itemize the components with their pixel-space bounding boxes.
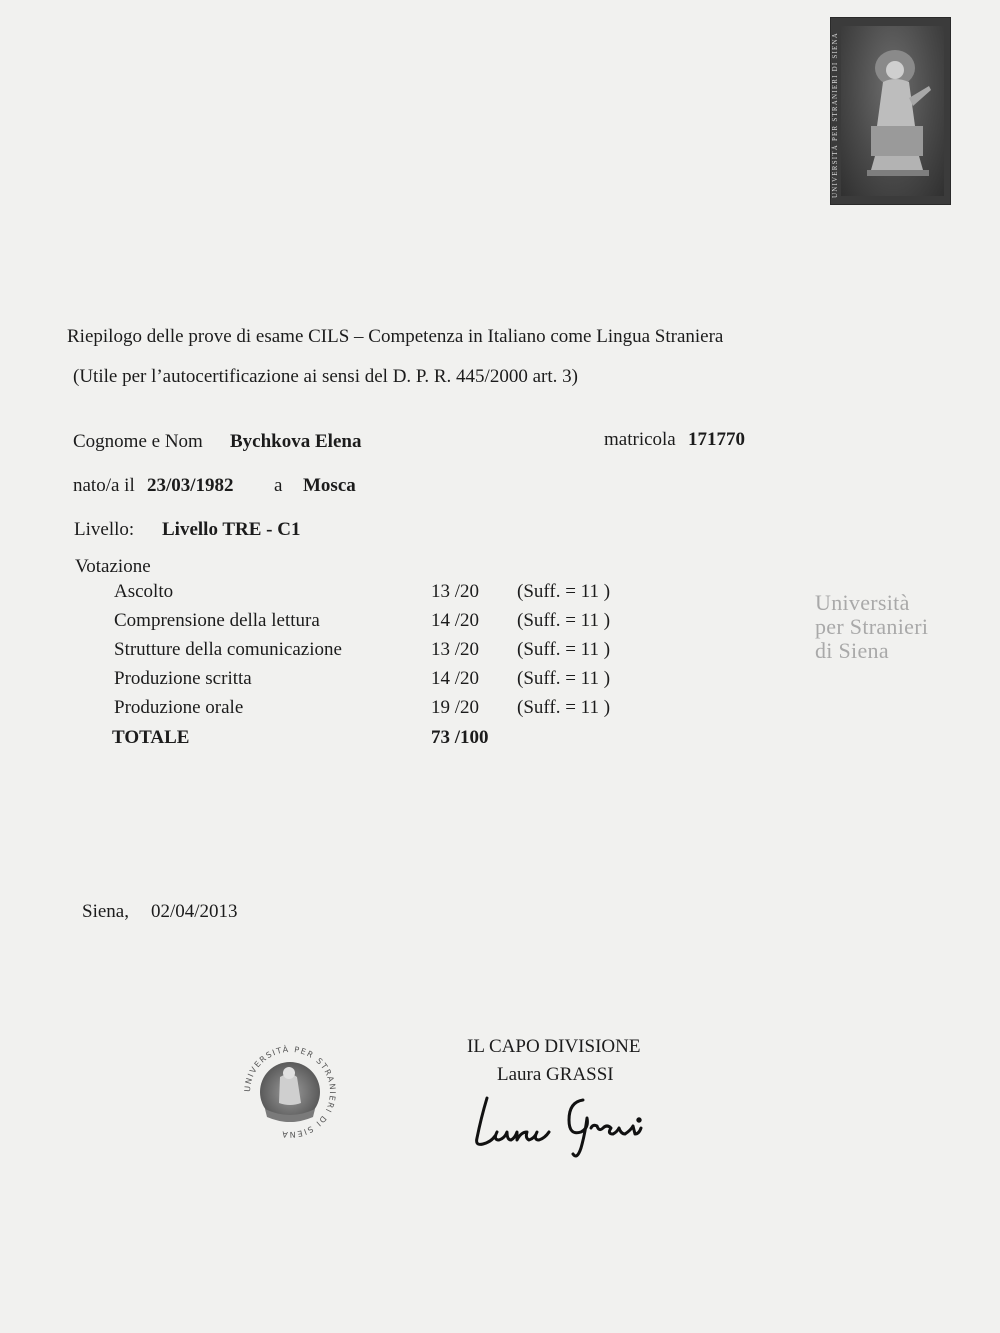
document-subtitle: (Utile per l’autocertificazione ai sensi del D. P. R. 445/2000 art. 3) <box>73 366 578 387</box>
total-value: 73 /100 <box>431 727 489 748</box>
born-place: Mosca <box>303 475 356 496</box>
born-date: 23/03/1982 <box>147 475 234 496</box>
score-row-suff: (Suff. = 11 ) <box>517 581 611 602</box>
matricola-label: matricola <box>604 429 676 450</box>
seal-icon <box>235 1037 345 1147</box>
score-row-suff: (Suff. = 11 ) <box>517 668 611 689</box>
score-row-suff: (Suff. = 11 ) <box>517 610 611 631</box>
level-value: Livello TRE - C1 <box>162 519 301 540</box>
born-label: nato/a il <box>73 475 135 496</box>
score-row-suff: (Suff. = 11 ) <box>517 697 611 718</box>
matricola-value: 171770 <box>688 429 745 450</box>
score-row-value: 13 /20 <box>431 581 480 602</box>
seated-figure-icon <box>853 46 941 186</box>
score-row-label: Strutture della comunicazione <box>114 639 342 660</box>
score-row-label: Produzione orale <box>114 697 244 718</box>
score-row-suff: (Suff. = 11 ) <box>517 639 611 660</box>
name-label: Cognome e Nom <box>73 431 203 452</box>
votazione-title: Votazione <box>75 556 151 577</box>
score-row-value: 14 /20 <box>431 610 480 631</box>
university-emblem <box>830 17 951 205</box>
score-row-value: 13 /20 <box>431 639 480 660</box>
emblem-text: UNIVERSITÀ PER STRANIERI DI SIENA <box>831 32 839 198</box>
handwritten-signature <box>465 1088 665 1164</box>
score-row-label: Comprensione della lettura <box>114 610 320 631</box>
score-row-value: 19 /20 <box>431 697 480 718</box>
level-label: Livello: <box>74 519 135 540</box>
svg-text:UNIVERSITÀ PER STRANIERI DI SI: UNIVERSITÀ PER STRANIERI DI SIENA <box>242 1044 338 1140</box>
university-seal <box>235 1037 345 1147</box>
name-value: Bychkova Elena <box>230 431 362 452</box>
watermark-text: Università per Stranieri di Siena <box>815 590 929 663</box>
signatory-name: Laura GRASSI <box>497 1064 614 1085</box>
score-row-label: Produzione scritta <box>114 668 252 689</box>
total-label: TOTALE <box>112 727 190 748</box>
signatory-role: IL CAPO DIVISIONE <box>467 1036 641 1057</box>
score-row-value: 14 /20 <box>431 668 480 689</box>
born-place-label: a <box>274 475 283 496</box>
document-title: Riepilogo delle prove di esame CILS – Competenza in Italiano come Lingua Straniera <box>67 326 724 347</box>
score-row-label: Ascolto <box>114 581 174 602</box>
place: Siena, <box>82 901 129 922</box>
issue-date: 02/04/2013 <box>151 901 238 922</box>
